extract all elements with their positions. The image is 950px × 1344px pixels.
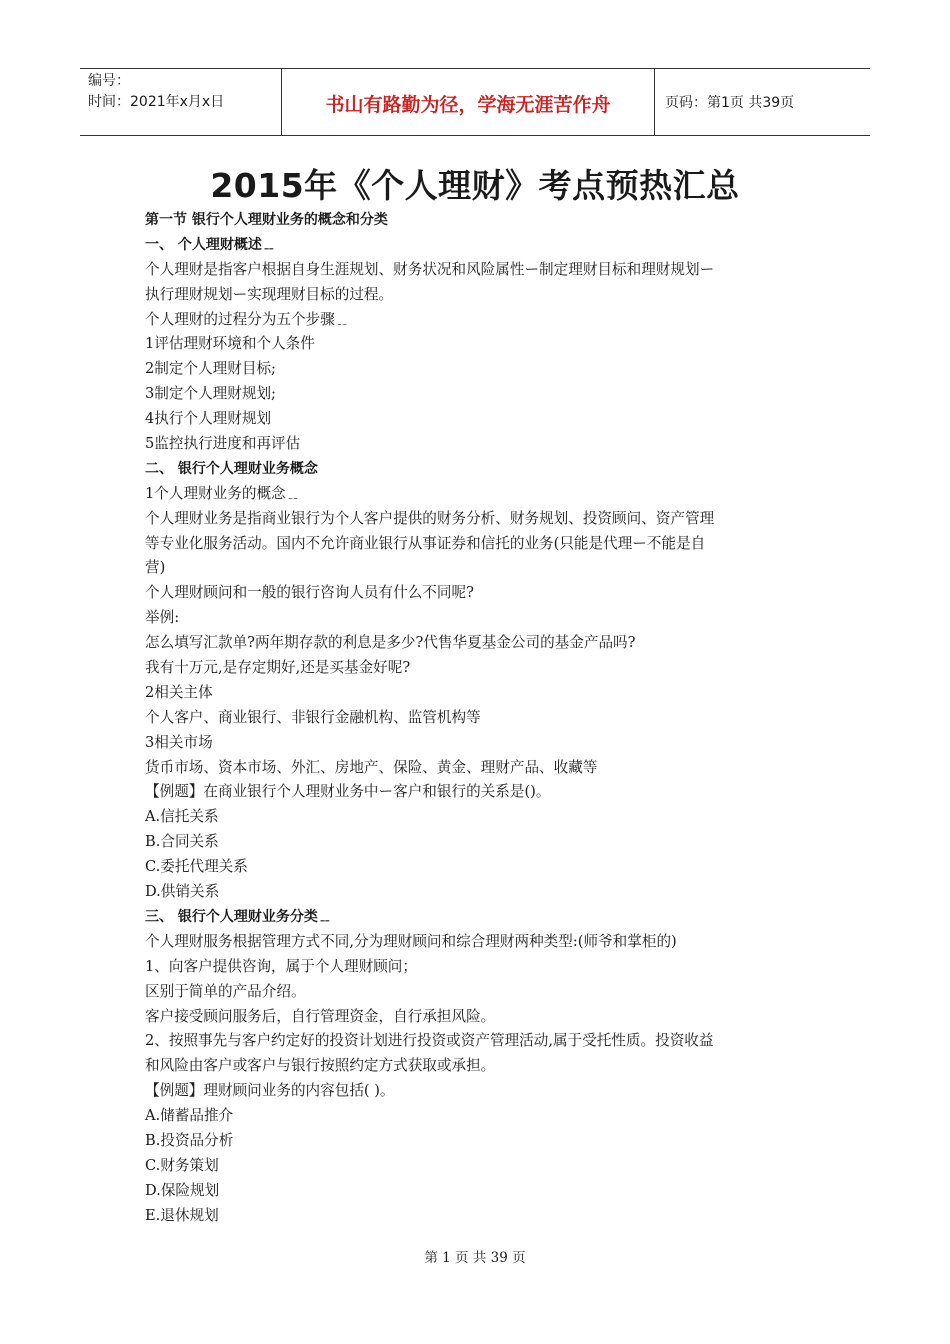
time-label: 时间：2021年x月x日 — [88, 94, 225, 110]
text-line: 客户接受顾问服务后，自行管理资金，自行承担风险。 — [145, 1007, 496, 1025]
text-line: 4执行个人理财规划 — [145, 410, 272, 428]
number-label: 编号： — [88, 73, 130, 89]
text-line: 个人理财的过程分为五个步骤﹎ — [145, 310, 350, 328]
text-line: A.信托关系 — [145, 808, 219, 826]
text-line: 1个人理财业务的概念﹎ — [145, 484, 301, 502]
text-line: 营) — [145, 559, 166, 577]
text-line: 个人理财是指客户根据自身生涯规划、财务状况和风险属性ー制定理财目标和理财规划ー — [145, 260, 715, 278]
text-line: 个人理财业务是指商业银行为个人客户提供的财务分析、财务规划、投资顾问、资产管理 — [145, 509, 715, 527]
document-title: 2015年《个人理财》考点预热汇总 — [210, 166, 740, 205]
text-line: 等专业化服务活动。国内不允许商业银行从事证券和信托的业务(只能是代理ー不能是自 — [145, 534, 706, 552]
text-line: B.合同关系 — [145, 833, 219, 851]
text-line: C.委托代理关系 — [145, 858, 248, 876]
text-line: D.供销关系 — [145, 883, 220, 901]
text-line: 个人客户、商业银行、非银行金融机构、监管机构等 — [145, 708, 481, 726]
text-line: A.储蓄品推介 — [145, 1107, 234, 1125]
text-line: C.财务策划 — [145, 1156, 219, 1174]
text-line: 个人理财顾问和一般的银行咨询人员有什么不同呢? — [145, 584, 474, 602]
text-line: 1、向客户提供咨询，属于个人理财顾问； — [145, 957, 417, 975]
document-header — [80, 68, 870, 136]
text-line: 【例题】理财顾问业务的内容包括( )。 — [145, 1082, 395, 1100]
text-line: 我有十万元,是存定期好,还是买基金好呢? — [145, 659, 411, 677]
text-line: 2相关主体 — [145, 683, 213, 701]
section-heading: 一、 个人理财概述﹎ — [145, 236, 276, 253]
text-line: 5监控执行进度和再评估 — [145, 435, 301, 453]
text-line: 执行理财规划ー实现理财目标的过程。 — [145, 285, 394, 303]
section-heading: 二、 银行个人理财业务概念 — [145, 460, 318, 477]
text-line: 个人理财服务根据管理方式不同,分为理财顾问和综合理财两种类型:(师爷和掌柜的) — [145, 932, 677, 950]
text-line: 3制定个人理财规划; — [145, 385, 276, 403]
text-line: 2制定个人理财目标; — [145, 360, 276, 378]
page-footer: 第 1 页 共 39 页 — [424, 1250, 526, 1266]
header-meta-cell — [80, 69, 282, 135]
section-heading: 第一节 银行个人理财业务的概念和分类 — [145, 212, 388, 228]
text-line: 区别于简单的产品介绍。 — [145, 982, 306, 1000]
text-line: 和风险由客户或客户与银行按照约定方式获取或承担。 — [145, 1057, 496, 1075]
text-line: 3相关市场 — [145, 733, 213, 751]
page-label: 页码：第1页 共39页 — [665, 95, 795, 111]
text-line: 怎么填写汇款单?两年期存款的利息是多少?代售华夏基金公司的基金产品吗? — [145, 634, 636, 652]
text-line: 2、按照事先与客户约定好的投资计划进行投资或资产管理活动,属于受托性质。投资收益 — [145, 1032, 714, 1050]
motto: 书山有路勤为径，学海无涯苦作舟 — [282, 69, 655, 135]
text-line: 1评估理财环境和个人条件 — [145, 335, 315, 353]
text-line: 【例题】在商业银行个人理财业务中ー客户和银行的关系是()。 — [145, 783, 551, 801]
text-line: D.保险规划 — [145, 1181, 220, 1199]
document-body — [145, 208, 810, 1229]
text-line: B.投资品分析 — [145, 1131, 234, 1149]
section-heading: 三、 银行个人理财业务分类﹎ — [145, 908, 332, 925]
text-line: 货币市场、资本市场、外汇、房地产、保险、黄金、理财产品、收藏等 — [145, 758, 598, 776]
text-line: E.退休规划 — [145, 1206, 219, 1224]
text-line: 举例: — [145, 609, 180, 627]
